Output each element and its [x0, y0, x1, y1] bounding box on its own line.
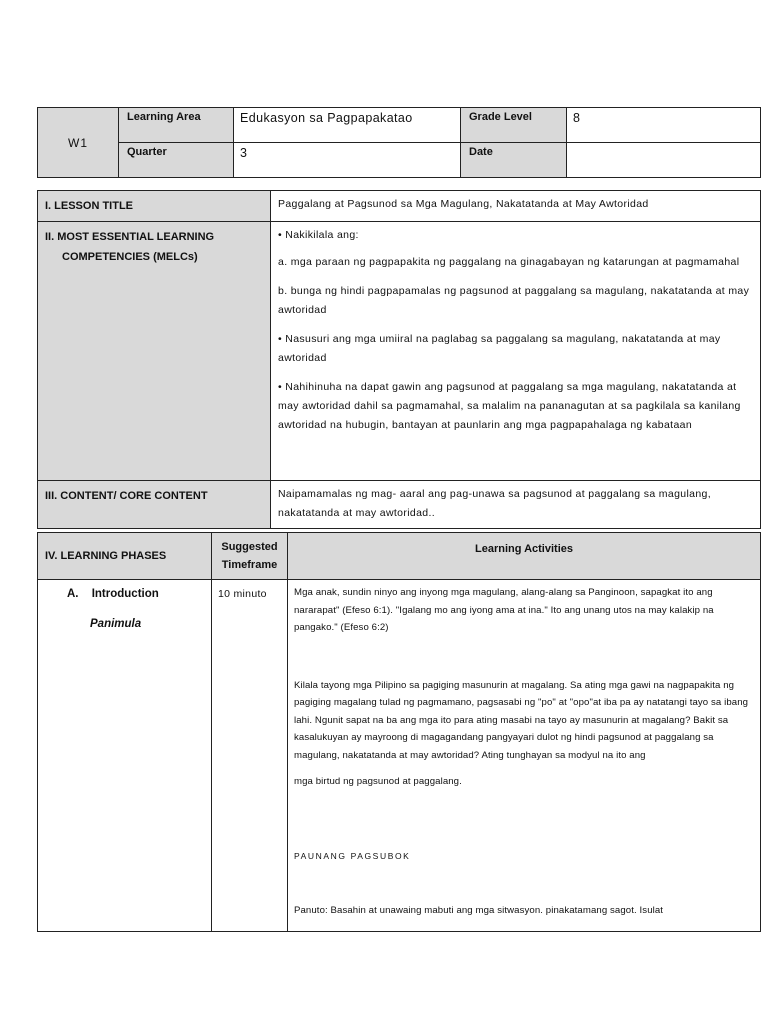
melc-item: • Nakikilala ang:	[278, 229, 359, 241]
lesson-info-table	[37, 190, 761, 529]
activity-paragraph: Panuto: Basahin at unawaing mabuti ang mga sitwasyon. pinakatamang sagot. Isulat	[294, 905, 664, 916]
grade-level-value: 8	[567, 108, 761, 143]
grade-level-label: Grade Level	[461, 108, 567, 143]
activity-paragraph: Mga anak, sundin ninyo ang inyong mga magulang, alang-alang sa Panginoon, sapagkat ito ang nararapat" (Efeso 6:1). "Igalang mo ang iyong ama at ina." Ito ang unang utos na may kalakip na pangako." (Efeso 6:2)	[294, 587, 714, 633]
learning-area-label: Learning Area	[119, 108, 234, 143]
header-table	[37, 107, 761, 178]
quarter-value: 3	[234, 143, 461, 178]
lesson-title-value: Paggalang at Pagsunod sa Mga Magulang, Nakatatanda at May Awtoridad	[271, 191, 761, 222]
phase-a-heading	[67, 588, 211, 600]
date-label: Date	[461, 143, 567, 178]
melc-item: • Nahihinuha na dapat gawin ang pagsunod at paggalang sa mga magulang, nakatatanda at may awtoridad dahil sa pagmamahal, sa malalim na pananagutan at sa pagkilala sa kanilang awtoridad na hubugin, bantayan at paunlarin ang mga pagpapahalaga ng kabataan	[278, 381, 741, 431]
content-label: III. CONTENT/ CORE CONTENT	[38, 481, 271, 529]
learning-area-value: Edukasyon sa Pagpapakatao	[234, 108, 461, 143]
phase-a-letter: A.	[67, 588, 79, 600]
section-heading: PAUNANG PAGSUBOK	[294, 850, 411, 861]
phase-a-title: Introduction	[91, 588, 159, 600]
phase-a-activities	[288, 580, 761, 932]
content-value: Naipamamalas ng mag- aaral ang pag-unawa sa pagsunod at paggalang sa magulang, nakatatanda at may awtoridad..	[271, 481, 761, 529]
timeframe-header-line1: Suggested	[221, 541, 278, 553]
phases-header: IV. LEARNING PHASES	[38, 533, 212, 580]
timeframe-header-line2: Timeframe	[221, 559, 278, 571]
activity-paragraph: Kilala tayong mga Pilipino sa pagiging masunurin at magalang. Sa ating mga gawi na nagpapakita ng pagiging magalang tulad ng pagmamano, pagsasabi ng "po" at "opo"at iba pa ay natatangi tayo sa ibang lahi. Ngunit sapat na ba ang mga ito para ating masabi na tayo ay masunurin at magalang? Bakit sa kasalukuyan ay mayroong di magagandang pangyayari dulot ng hindi pagsunod at paggalang sa magulang, nakatatanda at may awtoridad? Ating tunghayan sa modyul na ito ang	[294, 679, 749, 761]
date-value	[567, 143, 761, 178]
melc-item: • Nasusuri ang mga umiiral na paglabag sa paggalang sa magulang, nakatatanda at may awtoridad	[278, 333, 721, 364]
melcs-label	[38, 222, 271, 481]
phase-a-timeframe: 10 minuto	[212, 580, 288, 932]
lesson-title-label: I. LESSON TITLE	[38, 191, 271, 222]
melc-item: a. mga paraan ng pagpapakita ng paggalang na ginagabayan ng katarungan at pagmamahal	[278, 256, 740, 268]
melcs-list	[271, 222, 761, 481]
week-label: W1	[38, 108, 119, 178]
quarter-label: Quarter	[119, 143, 234, 178]
melcs-label-line1: II. MOST ESSENTIAL LEARNING	[45, 231, 215, 243]
phase-a-subtitle: Panimula	[90, 618, 142, 630]
melc-item: b. bunga ng hindi pagpapamalas ng pagsunod at paggalang sa magulang, nakatatanda at may awtoridad	[278, 285, 750, 316]
timeframe-header	[212, 533, 288, 580]
activities-header: Learning Activities	[288, 533, 761, 580]
learning-phases-table	[37, 532, 761, 932]
melcs-label-line2: COMPETENCIES (MELCs)	[62, 251, 198, 263]
phase-a-cell	[38, 580, 212, 932]
activity-paragraph: mga birtud ng pagsunod at paggalang.	[294, 776, 462, 787]
